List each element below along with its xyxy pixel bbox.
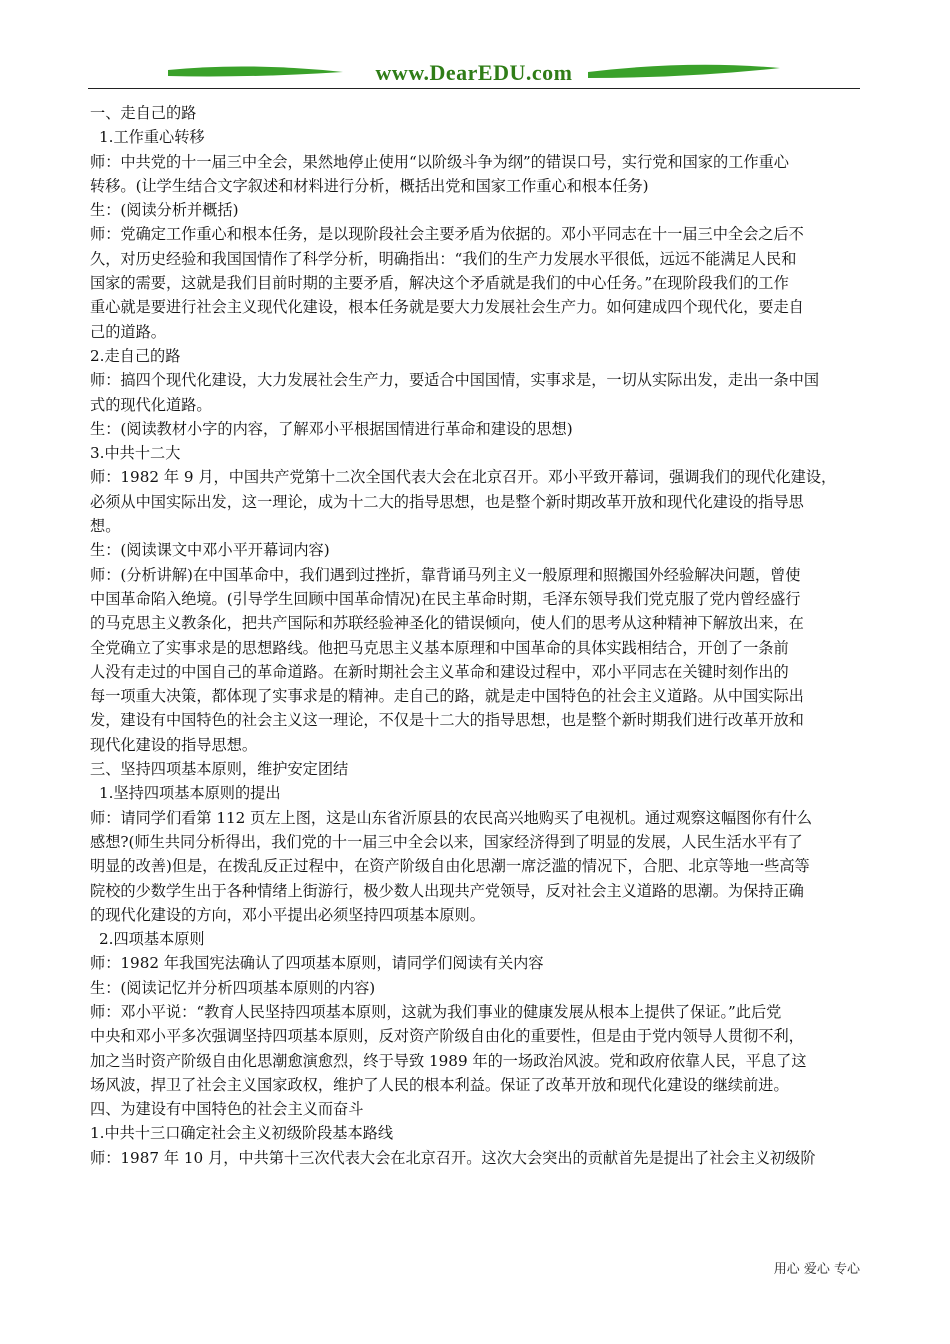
text-line: 人没有走过的中国自己的革命道路。在新时期社会主义革命和建设过程中，邓小平同志在关键时刻作出的: [90, 662, 789, 681]
text-line: 全党确立了实事求是的思想路线。他把马克思主义基本原理和中国革命的具体实践相结合，开创了一条前: [90, 638, 789, 657]
text-line: 一、走自己的路: [90, 104, 197, 122]
text-line: 明显的改善)但是，在拨乱反正过程中，在资产阶级自由化思潮一席泛滥的情况下，合肥、北京等地一些高等: [90, 857, 810, 876]
text-line: 发，建设有中国特色的社会主义这一理论，不仅是十二大的指导思想，也是整个新时期我们进行改革开放和: [90, 711, 804, 730]
text-line: 师：党确定工作重心和根本任务，是以现阶段社会主要矛盾为依据的。邓小平同志在十一届三中全会之后不: [90, 225, 804, 244]
text-line: 每一项重大决策，都体现了实事求是的精神。走自己的路，就是走中国特色的社会主义道路。从中国实际出: [90, 687, 804, 706]
text-line: 2.走自己的路: [90, 346, 181, 365]
text-line: 师：(分析讲解)在中国革命中，我们遇到过挫折，靠背诵马列主义一般原理和照搬国外经验解决问题，曾使: [90, 565, 801, 584]
text-line: 式的现代化道路。: [90, 395, 212, 414]
text-line: 生：(阅读课文中邓小平开幕词内容): [90, 541, 330, 560]
text-line: 的现代化建设的方向，邓小平提出必须坚持四项基本原则。: [90, 905, 485, 924]
text-line: 生：(阅读分析并概括): [90, 201, 239, 220]
text-line: 师：请同学们看第 112 页左上图，这是山东省沂原县的农民高兴地购买了电视机。通过观察这幅图你有什么: [90, 808, 813, 827]
text-line: 1.中共十三口确定社会主义初级阶段基本路线: [90, 1124, 394, 1143]
text-line: 师：中共党的十一届三中全会，果然地停止使用“以阶级斗争为纲”的错误口号，实行党和国家的工作重心: [90, 152, 789, 171]
text-line: 师：搞四个现代化建设，大力发展社会生产力，要适合中国国情，实事求是，一切从实际出发，走出一条中国: [90, 371, 819, 390]
text-line: 必须从中国实际出发，这一理论，成为十二大的指导思想，也是整个新时期改革开放和现代化建设的指导思: [90, 492, 804, 511]
document-body: [90, 101, 870, 1170]
text-line: 中国革命陷入绝境。(引导学生回顾中国革命情况)在民主革命时期，毛泽东领导我们党克服了党内曾经盛行: [90, 589, 801, 608]
text-line: 师：1987 年 10 月，中共第十三次代表大会在北京召开。这次大会突出的贡献首先是提出了社会主义初级阶: [90, 1148, 816, 1167]
site-logo[interactable]: www.DearEDU.com: [375, 60, 573, 85]
text-line: 师：1982 年我国宪法确认了四项基本原则，请同学们阅读有关内容: [90, 954, 544, 973]
text-line: 生：(阅读教材小字的内容，了解邓小平根据国情进行革命和建设的思想): [90, 419, 573, 438]
text-line: 四、为建设有中国特色的社会主义而奋斗: [90, 1100, 364, 1119]
text-line: 转移。(让学生结合文字叙述和材料进行分析，概括出党和国家工作重心和根本任务): [90, 176, 649, 195]
text-line: 重心就是要进行社会主义现代化建设，根本任务就是要大力发展社会生产力。如何建成四个现代化，要走自: [90, 298, 804, 317]
text-line: 1.坚持四项基本原则的提出: [99, 784, 281, 803]
text-line: 现代化建设的指导思想。: [90, 735, 258, 754]
text-line: 中央和邓小平多次强调坚持四项基本原则，反对资产阶级自由化的重要性，但是由于党内领导人贯彻不利，: [90, 1027, 804, 1046]
text-line: 3.中共十二大: [90, 444, 181, 463]
header-divider: [88, 88, 860, 89]
text-line: 师：1982 年 9 月，中国共产党第十二次全国代表大会在北京召开。邓小平致开幕词，强调我们的现代化建设，: [90, 468, 837, 487]
text-line: 己的道路。: [90, 322, 166, 341]
text-line: 院校的少数学生出于各种情绪上街游行，极少数人出现共产党领导，反对社会主义道路的思潮。为保持正确: [90, 881, 804, 900]
text-line: 想。: [90, 517, 121, 536]
text-line: 1.工作重心转移: [99, 128, 205, 147]
text-line: 场风波，捍卫了社会主义国家政权，维护了人民的根本利益。保证了改革开放和现代化建设的继续前进。: [90, 1075, 789, 1094]
text-line: 生：(阅读记忆并分析四项基本原则的内容): [90, 978, 376, 997]
text-line: 感想?(师生共同分析得出，我们党的十一届三中全会以来，国家经济得到了明显的发展，人民生活水平有了: [90, 832, 803, 851]
site-header: [88, 56, 860, 90]
text-line: 2.四项基本原则: [99, 930, 205, 949]
page-footer: 用心 爱心 专心: [773, 1262, 860, 1277]
text-line: 的马克思主义教条化，把共产国际和苏联经验神圣化的错误倾向，使人们的思考从这种精神下解放出来，在: [90, 614, 804, 633]
text-line: 久，对历史经验和我国国情作了科学分析，明确指出：“我们的生产力发展水平很低，远远不能满足人民和: [90, 249, 797, 268]
text-line: 师：邓小平说：“教育人民坚持四项基本原则，这就为我们事业的健康发展从根本上提供了保证。”此后党: [90, 1002, 782, 1021]
text-line: 加之当时资产阶级自由化思潮愈演愈烈，终于导致 1989 年的一场政治风波。党和政府依靠人民，平息了这: [90, 1051, 807, 1070]
text-line: 国家的需要，这就是我们目前时期的主要矛盾，解决这个矛盾就是我们的中心任务。”在现阶段我们的工作: [90, 274, 789, 293]
text-line: 三、坚持四项基本原则，维护安定团结: [90, 760, 349, 779]
